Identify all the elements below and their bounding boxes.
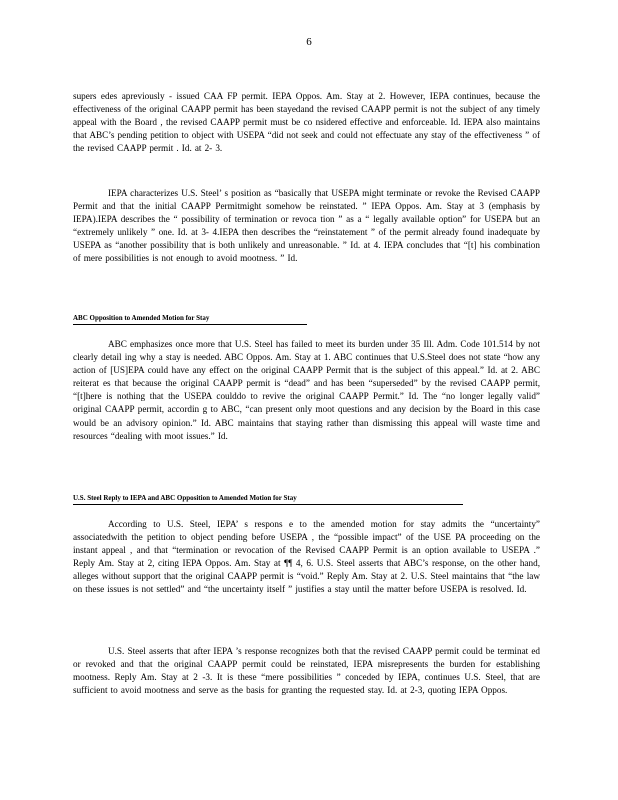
paragraph-abc-emphasizes: ABC emphasizes once more that U.S. Steel has failed to meet its burden under 35 Ill. Adm. Code 101.514 by not clearly detail ing why a stay is needed. ABC Oppos. Am. Stay at 1. ABC continues that U.S.Steel does not state “how any action of [US]EPA could have any effect on the original CAAPP Permit that is the subject of this appeal.” Id. at 2. ABC reiterat es that because the original CAAPP permit is “dead” and has been “superseded” by the revised CAAPP permit, “[t]here is nothing that the USEPA coulddo to revive the original CAAPP Permit.” Id. The “no longer legally valid” original CAAPP permit, accordin g to ABC, “can present only moot questions and any decision by the Board in this case would be an advisory opinion.” Id. ABC maintains that staying rather than dismissing this appeal will waste time and resources “dealing with moot issues.” Id.: [73, 339, 540, 441]
paragraph-iepa-characterizes: IEPA characterizes U.S. Steel’ s position as “basically that USEPA might terminate or revoke the Revised CAAPP Permit and that the initial CAAPP Permitmight somehow be reinstated. ” IEPA Oppos. Am. Stay at 3 (emphasis by IEPA).IEPA describes the “ possibility of termination or revoca tion ” as a “ legally available option” for USEPA but an “extremely unlikely ” one. Id. at 3- 4.IEPA then describes the “reinstatement ” of the permit already found inadequate by USEPA as “another possibility that is both unlikely and unreasonable. ” Id. at 4. IEPA concludes that “[t] his combination of mere possibilities is not enough to avoid mootness. ” Id.: [73, 188, 540, 264]
heading-us-steel-reply: U.S. Steel Reply to IEPA and ABC Opposition to Amended Motion for Stay: [73, 494, 297, 502]
heading-underline: [73, 504, 463, 505]
heading-underline: [73, 324, 307, 325]
paragraph-us-steel-asserts: U.S. Steel asserts that after IEPA ’s response recognizes both that the revised CAAPP permit could be terminat ed or revoked and that the original CAAPP permit could be reinstated, IEPA misrepresents the burden for establishing mootness. Reply Am. Stay at 2 -3. It is these “mere possibilities ” conceded by IEPA, continues U.S. Steel, that are sufficient to avoid mootness and serve as the basis for granting the requested stay. Id. at 2-3, quoting IEPA Oppos.: [73, 646, 540, 696]
heading-abc-opposition: ABC Opposition to Amended Motion for Stay: [73, 314, 210, 322]
page-number: 6: [306, 36, 312, 48]
paragraph-according-to-us-steel: According to U.S. Steel, IEPA’ s respons e to the amended motion for stay admits the “uncertainty” associatedwith the petition to object pending before USEPA , the “possible impact” of the USE PA proceeding on the instant appeal , and that “termination or revocation of the Revised CAAPP Permit is an option available to USEPA .” Reply Am. Stay at 2, citing IEPA Oppos. Am. Stay at ¶¶ 4, 6. U.S. Steel asserts that ABC’s response, on the other hand, alleges without support that the original CAAPP permit is “void.” Reply Am. Stay at 2. U.S. Steel maintains that “the law on these issues is not settled” and “the uncertainty itself ” justifies a stay until the matter before USEPA is resolved. Id.: [73, 519, 540, 595]
paragraph-iepa-opposition-continued: supers edes apreviously - issued CAA FP permit. IEPA Oppos. Am. Stay at 2. However, IEPA continues, because the effectiveness of the original CAAPP permit has been stayedand the revised CAAPP permit is not the subject of any timely appeal with the Board , the revised CAAPP permit must be co nsidered effective and enforceable. Id. IEPA also maintains that ABC’s pending petition to object with USEPA “did not seek and could not effectuate any stay of the effectiveness ” of the revised CAAPP permit . Id. at 2- 3.: [73, 91, 540, 154]
